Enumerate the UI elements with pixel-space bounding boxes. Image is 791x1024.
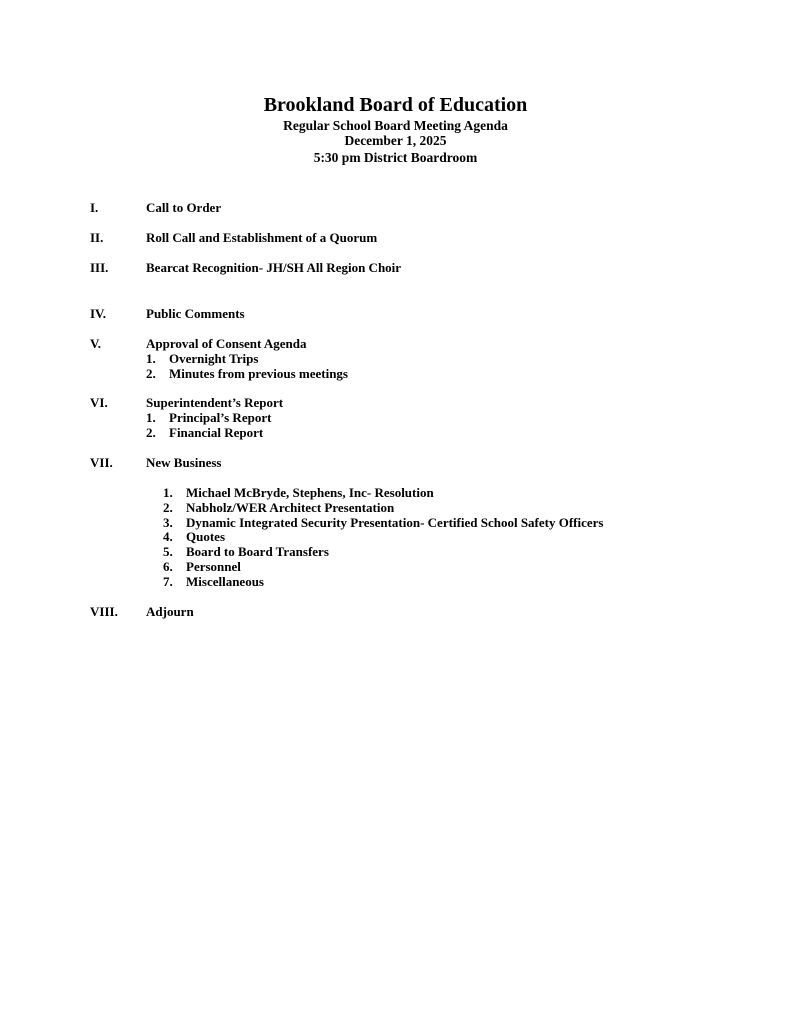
subitem-label: Michael McBryde, Stephens, Inc- Resolution: [186, 485, 434, 500]
subitem-number: 7.: [163, 574, 173, 589]
meeting-date: December 1, 2025: [344, 133, 447, 148]
agenda-item-label: Bearcat Recognition- JH/SH All Region Choir: [146, 260, 402, 275]
subitem-label: Nabholz/WER Architect Presentation: [186, 500, 395, 515]
agenda-item-label: New Business: [146, 455, 222, 470]
subitem-label: Overnight Trips: [169, 351, 259, 366]
subitem-label: Minutes from previous meetings: [169, 366, 348, 381]
agenda-numeral: VII.: [90, 455, 113, 470]
document-subtitle: Regular School Board Meeting Agenda: [283, 118, 508, 133]
document-title: Brookland Board of Education: [263, 94, 528, 116]
subitem-label: Board to Board Transfers: [186, 544, 329, 559]
subitem-number: 5.: [163, 544, 173, 559]
subitem-label: Financial Report: [169, 425, 264, 440]
agenda-item-label: Approval of Consent Agenda: [146, 336, 307, 351]
agenda-item-label: Superintendent’s Report: [146, 395, 284, 410]
subitem-number: 6.: [163, 559, 173, 574]
subitem-number: 1.: [146, 351, 156, 366]
subitem-label: Miscellaneous: [186, 574, 264, 589]
subitem-label: Principal’s Report: [169, 410, 272, 425]
subitem-label: Dynamic Integrated Security Presentation- Certified School Safety Officers: [186, 515, 604, 530]
agenda-item-label: Public Comments: [146, 306, 245, 321]
agenda-item-label: Adjourn: [146, 604, 194, 619]
agenda-numeral: VIII.: [90, 604, 118, 619]
agenda-numeral: V.: [90, 336, 101, 351]
agenda-item-label: Roll Call and Establishment of a Quorum: [146, 230, 378, 245]
subitem-number: 1.: [163, 485, 173, 500]
agenda-item-label: Call to Order: [146, 200, 222, 215]
agenda-numeral: IV.: [90, 306, 107, 321]
subitem-number: 2.: [163, 500, 173, 515]
agenda-numeral: I.: [90, 200, 99, 215]
subitem-label: Quotes: [186, 529, 225, 544]
subitem-number: 1.: [146, 410, 156, 425]
agenda-numeral: II.: [90, 230, 104, 245]
meeting-time-location: 5:30 pm District Boardroom: [313, 150, 478, 165]
subitem-number: 2.: [146, 366, 156, 381]
subitem-number: 2.: [146, 425, 156, 440]
agenda-numeral: III.: [90, 260, 109, 275]
subitem-number: 4.: [163, 529, 173, 544]
subitem-label: Personnel: [186, 559, 241, 574]
subitem-number: 3.: [163, 515, 173, 530]
agenda-numeral: VI.: [90, 395, 108, 410]
